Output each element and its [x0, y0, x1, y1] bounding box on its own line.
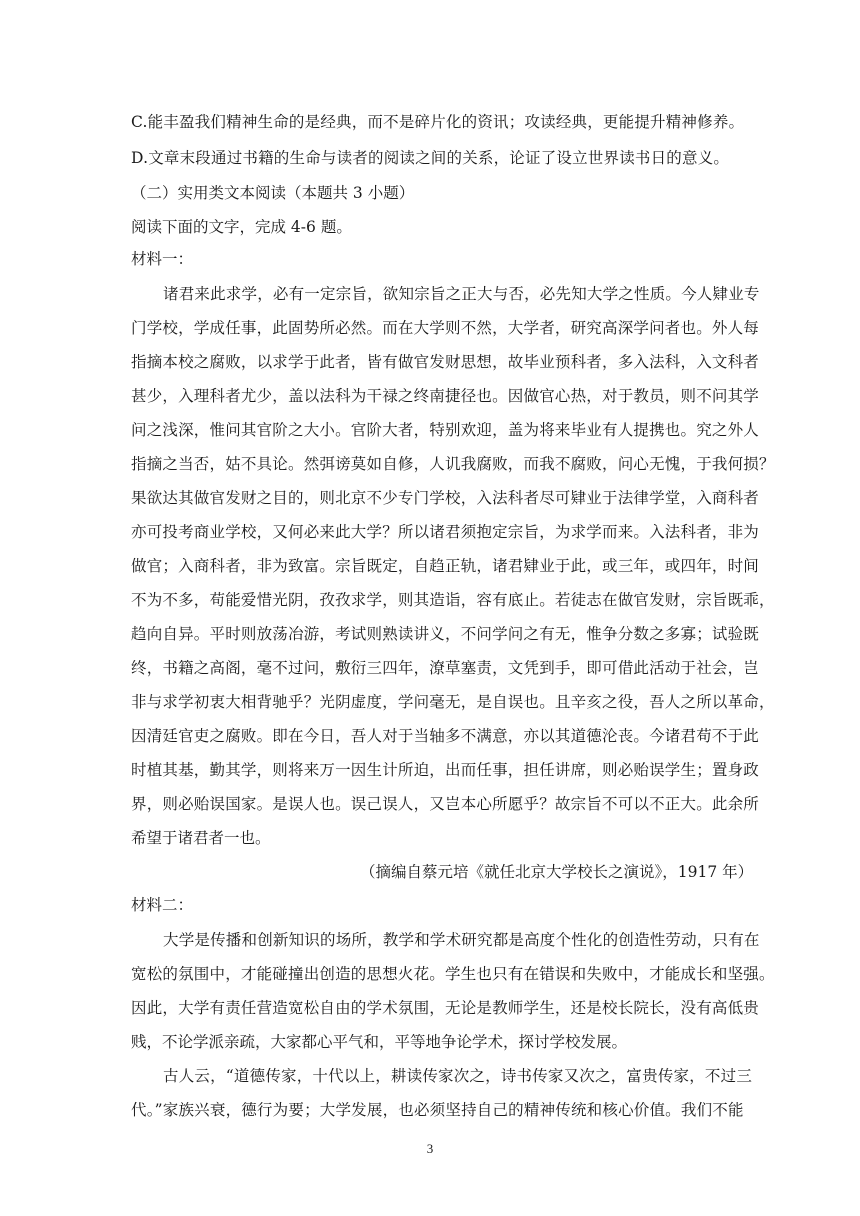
source-citation: （摘编自蔡元培《就任北京大学校长之演说》，1917 年） [360, 863, 754, 881]
paragraph-line: 果欲达其做官发财之目的，则北京不少专门学校，入法科者尽可肄业于法律学堂，入商科者 [131, 489, 760, 507]
paragraph-line: 宽松的氛围中，才能碰撞出创造的思想火花。学生也只有在错误和失败中，才能成长和坚强。 [131, 965, 775, 983]
paragraph-line: 甚少，入理科者尤少，盖以法科为干禄之终南捷径也。因做官心热，对于教员，则不问其学 [131, 387, 760, 405]
paragraph-line: 终，书籍之高阁，毫不过问，敷衍三四年，潦草塞责，文凭到手，即可借此活动于社会，岂 [131, 659, 760, 677]
paragraph-line: 希望于诸君者一也。 [131, 829, 271, 847]
paragraph-line: 趋向自异。平时则放荡冶游，考试则熟读讲义，不问学问之有无，惟争分数之多寡；试验既 [131, 625, 760, 643]
paragraph-line: 贱，不论学派亲疏，大家都心平气和，平等地争论学术，探讨学校发展。 [131, 1033, 628, 1051]
section-heading: （二）实用类文本阅读（本题共 3 小题） [131, 184, 415, 202]
paragraph-line: 诸君来此求学，必有一定宗旨，欲知宗旨之正大与否，必先知大学之性质。今人肄业专 [163, 285, 760, 303]
paragraph-line: 因清廷官吏之腐败。即在今日，吾人对于当轴多不满意，亦以其道德沦丧。今诸君苟不于此 [131, 727, 760, 745]
paragraph-line: 亦可投考商业学校，又何必来此大学？所以诸君须抱定宗旨，为求学而来。入法科者，非为 [131, 523, 760, 541]
paragraph-line: 指摘之当否，姑不具论。然弭谤莫如自修，人讥我腐败，而我不腐败，问心无愧，于我何损？ [131, 455, 775, 473]
material-1-label: 材料一： [131, 250, 194, 268]
paragraph-line: 门学校，学成任事，此固势所必然。而在大学则不然，大学者，研究高深学问者也。外人每 [131, 319, 760, 337]
option-d: D.文章末段通过书籍的生命与读者的阅读之间的关系，论证了设立世界读书日的意义。 [131, 149, 730, 167]
section-instruction: 阅读下面的文字，完成 4-6 题。 [131, 218, 352, 236]
paragraph-line: 古人云，“道德传家，十代以上，耕读传家次之，诗书传家又次之，富贵传家，不过三 [163, 1067, 753, 1085]
paragraph-line: 界，则必贻误国家。是误人也。误己误人，又岂本心所愿乎？故宗旨不可以不正大。此余所 [131, 795, 760, 813]
paragraph-line: 非与求学初衷大相背驰乎？光阴虚度，学问毫无，是自误也。且辛亥之役，吾人之所以革命， [131, 693, 775, 711]
page-number: 3 [426, 1141, 434, 1156]
paragraph-line: 时植其基，勤其学，则将来万一因生计所迫，出而任事，担任讲席，则必贻误学生；置身政 [131, 761, 760, 779]
paragraph-line: 指摘本校之腐败，以求学于此者，皆有做官发财思想，故毕业预科者，多入法科，入文科者 [131, 353, 760, 371]
paragraph-line: 问之浅深，惟问其官阶之大小。官阶大者，特别欢迎，盖为将来毕业有人提携也。究之外人 [131, 421, 760, 439]
paragraph-line: 大学是传播和创新知识的场所，教学和学术研究都是高度个性化的创造性劳动，只有在 [163, 931, 760, 949]
paragraph-line: 做官；入商科者，非为致富。宗旨既定，自趋正轨，诸君肄业于此，或三年，或四年，时间 [131, 557, 760, 575]
option-c: C.能丰盈我们精神生命的是经典，而不是碎片化的资讯；攻读经典，更能提升精神修养。 [131, 113, 745, 131]
paragraph-line: 因此，大学有责任营造宽松自由的学术氛围，无论是教师学生，还是校长院长，没有高低贵 [131, 999, 760, 1017]
paragraph-line: 代。”家族兴衰，德行为要；大学发展，也必须坚持自己的精神传统和核心价值。我们不能 [131, 1101, 744, 1119]
material-2-label: 材料二： [131, 896, 194, 914]
paragraph-line: 不为不多，苟能爱惜光阴，孜孜求学，则其造诣，容有底止。若徒志在做官发财，宗旨既乖， [131, 591, 775, 609]
